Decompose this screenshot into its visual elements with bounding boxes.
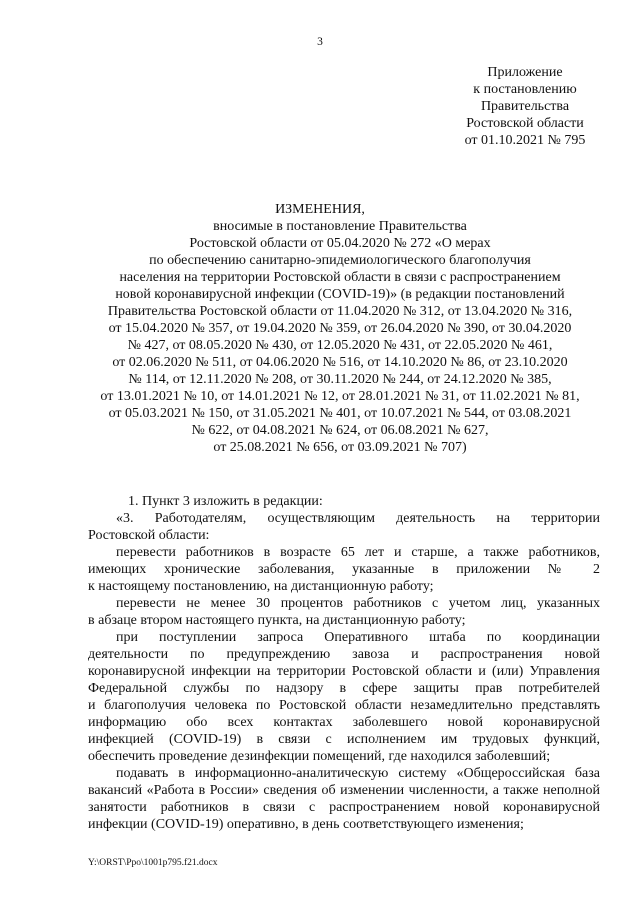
page-number: 3: [317, 36, 323, 48]
heading-line: Правительства Ростовской области от 11.04.2020 № 312, от 13.04.2020 № 316,: [107, 304, 573, 319]
body-line: Федеральной службы по надзору в сфере защиты прав потребителей: [88, 681, 600, 696]
appendix-line: Правительства: [480, 99, 570, 114]
body-line: вакансий «Работа в России» сведения об изменении численности, а также неполной: [88, 783, 600, 798]
heading-line: от 15.04.2020 № 357, от 19.04.2020 № 359, от 26.04.2020 № 390, от 30.04.2020: [108, 321, 572, 336]
body-line: подавать в информационно-аналитическую систему «Общероссийская база: [116, 766, 600, 781]
body-line: перевести не менее 30 процентов работников с учетом лиц, указанных: [116, 596, 600, 611]
body-line: перевести работников в возрасте 65 лет и старше, а также работников,: [116, 545, 600, 560]
body-line: при поступлении запроса Оперативного штаба по координации: [116, 630, 600, 645]
heading-line: от 02.06.2020 № 511, от 04.06.2020 № 516, от 14.10.2020 № 86, от 23.10.2020: [112, 355, 568, 370]
body-line: в абзаце втором настоящего пункта, на дистанционную работу;: [88, 613, 466, 628]
body-line: коронавирусной инфекции на территории Ростовской области и (или) Управления: [88, 664, 600, 679]
appendix-line: к постановлению: [473, 82, 577, 97]
heading-line: от 05.03.2021 № 150, от 31.05.2021 № 401, от 10.07.2021 № 544, от 03.08.2021: [108, 406, 572, 421]
body-line: к настоящему постановлению, на дистанционную работу;: [88, 579, 434, 594]
heading-line: вносимые в постановление Правительства: [213, 219, 467, 234]
appendix-line: Приложение: [487, 65, 563, 80]
heading-line: № 622, от 04.08.2021 № 624, от 06.08.2021 № 627,: [191, 423, 489, 438]
heading-line: по обеспечению санитарно-эпидемиологического благополучия: [149, 253, 531, 268]
body-line: деятельности по предупреждению завоза и распространения новой: [88, 647, 600, 662]
body-line: информацию обо всех контактах заболевшего новой коронавирусной: [88, 715, 600, 730]
heading-line: населения на территории Ростовской области в связи с распространением: [119, 270, 561, 285]
document-heading: [80, 218, 600, 456]
document-title: ИЗМЕНЕНИЯ,: [275, 202, 365, 217]
appendix-block: [420, 64, 630, 149]
body-line: инфекции (COVID-19) оперативно, в день соответствующего изменения;: [88, 817, 524, 832]
body-line: «3. Работодателям, осуществляющим деятельность на территории: [116, 511, 600, 526]
document-body: [88, 493, 600, 833]
body-line: имеющих хронические заболевания, указанные в приложении № 2: [88, 562, 600, 577]
appendix-line: Ростовской области: [466, 116, 584, 131]
heading-line: № 114, от 12.11.2020 № 208, от 30.11.2020 № 244, от 24.12.2020 № 385,: [128, 372, 552, 387]
heading-line: новой коронавирусной инфекции (COVID-19)» (в редакции постановлений: [115, 287, 565, 302]
body-line: инфекцией (COVID-19) в связи с исполнением им трудовых функций,: [88, 732, 600, 747]
body-line: и благополучия человека по Ростовской области незамедлительно представлять: [88, 698, 600, 713]
heading-line: Ростовской области от 05.04.2020 № 272 «О мерах: [189, 236, 491, 251]
body-line: обеспечить проведение дезинфекции помещений, где находился заболевший;: [88, 749, 551, 764]
appendix-line: от 01.10.2021 № 795: [464, 133, 586, 148]
file-path-footer: Y:\ORST\Ppo\1001p795.f21.docx: [88, 858, 218, 868]
heading-line: № 427, от 08.05.2020 № 430, от 12.05.2020 № 431, от 22.05.2020 № 461,: [127, 338, 553, 353]
body-line: Ростовской области:: [88, 528, 210, 543]
body-line: занятости работников в связи с распространением новой коронавирусной: [88, 800, 600, 815]
heading-line: от 13.01.2021 № 10, от 14.01.2021 № 12, от 28.01.2021 № 31, от 11.02.2021 № 81,: [100, 389, 580, 404]
heading-line: от 25.08.2021 № 656, от 03.09.2021 № 707): [213, 440, 467, 455]
body-line: 1. Пункт 3 изложить в редакции:: [128, 494, 323, 509]
